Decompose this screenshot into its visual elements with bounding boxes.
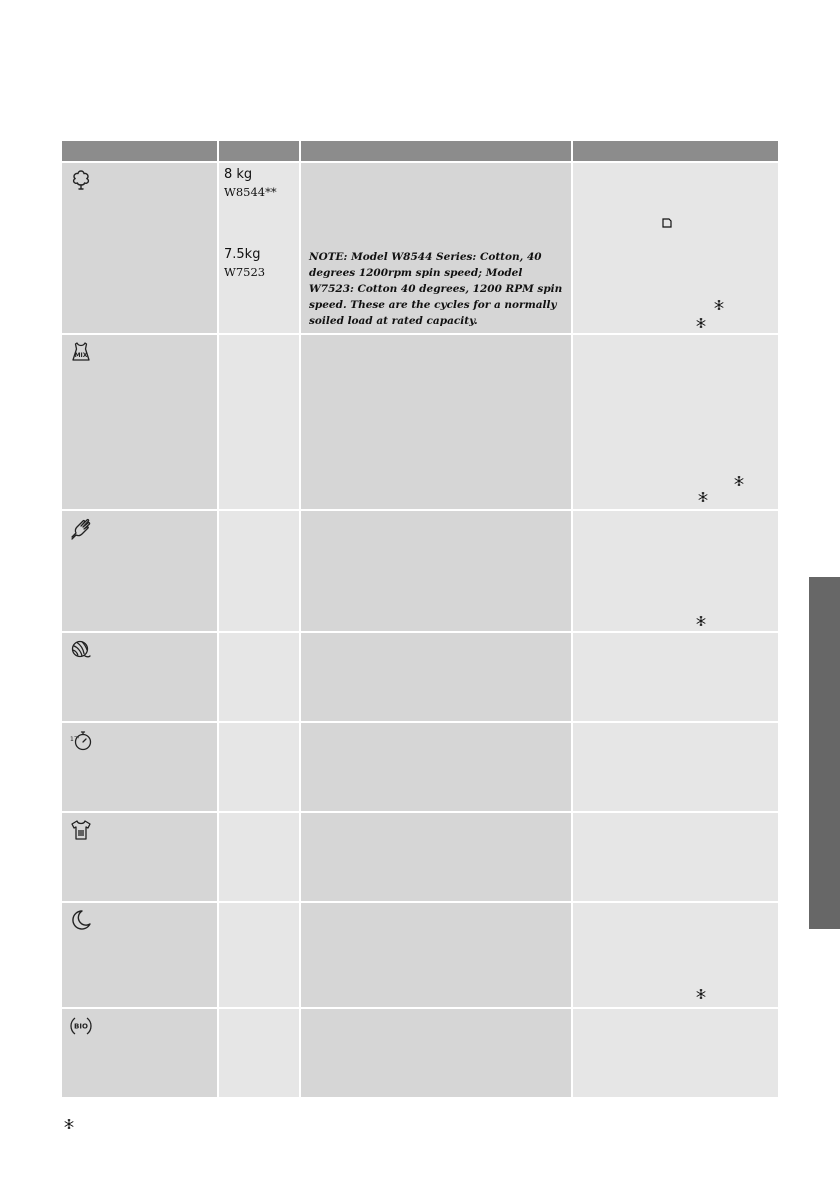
svg-text:BIO: BIO — [74, 1022, 88, 1031]
capacity-value: 7.5kg — [224, 247, 261, 262]
svg-text:17': 17' — [70, 736, 80, 743]
header-capacity — [219, 141, 301, 161]
programme-cell — [62, 903, 219, 1007]
table-row — [62, 721, 778, 811]
description-cell — [301, 335, 573, 509]
capacity-value: 8 kg — [224, 167, 253, 182]
description-cell — [301, 723, 573, 811]
snowflake-icon — [695, 317, 707, 329]
capacity-cell — [219, 1009, 301, 1097]
mix-icon — [69, 340, 93, 364]
programme-cell — [62, 723, 219, 811]
programme-cell — [62, 633, 219, 721]
programme-cell — [62, 1009, 219, 1097]
snowflake-icon — [695, 988, 707, 1000]
snowflake-icon — [713, 299, 725, 311]
programme-table — [62, 141, 778, 1097]
snowflake-icon — [695, 615, 707, 627]
programme-cell — [62, 511, 219, 631]
snowflake-icon — [697, 491, 709, 503]
table-row — [62, 509, 778, 631]
table-row — [62, 901, 778, 1007]
quick-17-icon — [69, 728, 93, 752]
night-moon-icon — [69, 908, 93, 932]
snowflake-icon — [63, 1118, 75, 1130]
table-row — [62, 161, 778, 333]
programme-cell — [62, 163, 219, 333]
options-cell — [573, 723, 778, 811]
bio-icon — [69, 1014, 93, 1038]
model-number: W8544** — [224, 185, 277, 199]
options-cell — [573, 163, 778, 333]
capacity-cell — [219, 633, 301, 721]
energy-label-note: NOTE: Model W8544 Series: Cotton, 40 degrees 1200rpm spin speed; Model W7523: Cotton 40 degrees, 1200 RPM spin speed. These are the cycles for a normally soiled load at rated capacity. — [309, 251, 563, 327]
options-cell — [573, 813, 778, 901]
options-cell — [573, 633, 778, 721]
capacity-cell — [219, 163, 301, 333]
capacity-cell — [219, 813, 301, 901]
capacity-cell — [219, 723, 301, 811]
sportswear-icon — [69, 818, 93, 842]
cotton-icon — [69, 168, 93, 192]
header-options — [573, 141, 778, 161]
description-cell — [301, 511, 573, 631]
options-cell — [573, 903, 778, 1007]
description-cell — [301, 163, 573, 333]
description-cell — [301, 813, 573, 901]
options-cell — [573, 335, 778, 509]
programme-cell — [62, 335, 219, 509]
options-cell — [573, 511, 778, 631]
wool-icon — [69, 638, 93, 662]
description-cell — [301, 903, 573, 1007]
table-row — [62, 811, 778, 901]
section-side-tab — [809, 577, 840, 929]
options-cell — [573, 1009, 778, 1097]
hand-wash-icon — [69, 516, 93, 540]
header-description — [301, 141, 573, 161]
capacity-cell — [219, 511, 301, 631]
capacity-cell — [219, 903, 301, 1007]
snowflake-icon — [733, 475, 745, 487]
programme-cell — [62, 813, 219, 901]
table-row — [62, 333, 778, 509]
table-row — [62, 1007, 778, 1097]
table-row — [62, 631, 778, 721]
table-header — [62, 141, 778, 161]
svg-text:MIX: MIX — [74, 352, 88, 359]
capacity-cell — [219, 335, 301, 509]
flag-icon — [662, 218, 672, 228]
model-number: W7523 — [224, 265, 266, 279]
header-programme — [62, 141, 219, 161]
description-cell — [301, 1009, 573, 1097]
description-cell — [301, 633, 573, 721]
